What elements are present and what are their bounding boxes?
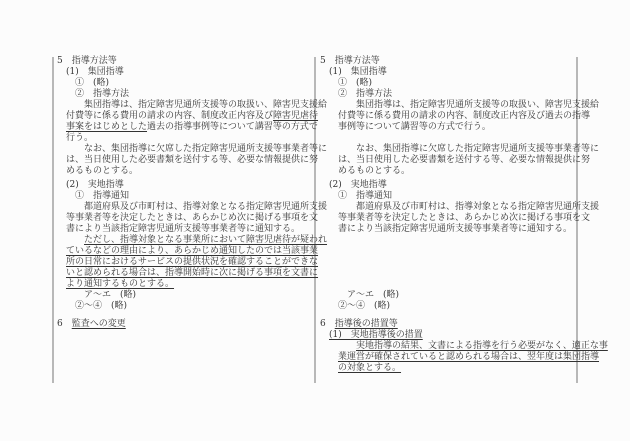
text-line (57, 268, 319, 279)
text-line (57, 213, 319, 224)
text-segment: ② 指導方法 (338, 89, 393, 99)
text-segment: 過去の指導事例等について講習等の方式で (147, 122, 318, 132)
text-segment: 集団指導は、指定障害児通所支援等の取扱い、障害児支援給 (84, 100, 328, 110)
text-line (320, 202, 600, 213)
text-segment: 事例等について講習等の方式で行う。 (338, 122, 491, 132)
text-line (57, 319, 307, 330)
text-line (57, 180, 307, 191)
paragraph-spacer (57, 312, 307, 319)
text-line (320, 78, 576, 89)
underlined-revision-text: ただし、指導対象となる事業所において障害児虐待が疑われ (84, 235, 328, 245)
text-line (320, 330, 576, 341)
text-segment: めるものとする。 (338, 166, 411, 176)
text-segment: ②〜④ (略) (75, 301, 128, 311)
text-line (320, 191, 576, 202)
underlined-revision-text: より通知するものとする。 (66, 279, 175, 289)
text-line (320, 224, 576, 235)
underlined-revision-text: 監査への変更 (71, 319, 126, 329)
text-segment: は、当日使用した必要書類を送付する等、必要な情報提供に努 (338, 155, 591, 165)
text-segment: 書により当該指定障害児通所支援等事業者等に通知する。 (66, 224, 301, 234)
text-line (57, 144, 328, 155)
paragraph-spacer (320, 312, 576, 319)
text-segment: ア〜エ (略) (84, 290, 137, 300)
text-line (57, 67, 307, 78)
text-line (57, 301, 307, 312)
text-segment: なお、集団指導に欠席した指定障害児通所支援等事業者等に (84, 144, 328, 154)
underlined-revision-text: ているなどの理由により、あらかじめ通知したのでは当該事業 (66, 246, 319, 256)
text-line (320, 67, 576, 78)
text-line (57, 122, 318, 133)
text-line (57, 191, 307, 202)
text-segment: 書により当該指定障害児通所支援等事業者等に通知する。 (338, 224, 573, 234)
text-segment: ②〜④ (略) (338, 301, 391, 311)
text-line (57, 290, 307, 301)
text-segment: (2) 実地指導 (329, 180, 387, 190)
revised-text-column (57, 56, 328, 330)
text-line (57, 224, 307, 235)
underlined-revision-text: (1) 実地指導後の措置 (329, 330, 423, 340)
text-line (320, 180, 576, 191)
text-segment: 5 指導方法等 (57, 56, 117, 66)
text-segment: ① (略) (338, 78, 373, 88)
underlined-revision-text: 業運営が確保されていると認められる場合は、翌年度は集団指導 (338, 352, 600, 362)
text-line (320, 155, 591, 166)
text-segment: ① 指導通知 (338, 191, 393, 201)
text-segment: 5 指導方法等 (320, 56, 380, 66)
text-segment: 付費等に係る費用の請求の内容、制度改正内容及び過去の指導 (338, 111, 591, 121)
text-line (320, 213, 591, 224)
text-line (320, 56, 576, 67)
text-line (57, 111, 319, 122)
text-line (320, 352, 600, 363)
text-line (320, 363, 576, 374)
text-segment: めるものとする。 (66, 166, 139, 176)
text-segment: 都道府県及び市町村は、指導対象となる指定障害児通所支援 (356, 202, 600, 212)
text-line (57, 100, 328, 111)
text-segment: ① (略) (75, 78, 110, 88)
text-line (57, 279, 307, 290)
text-segment: 都道府県及び市町村は、指導対象となる指定障害児通所支援 (84, 202, 328, 212)
text-line (320, 290, 576, 301)
text-line (57, 246, 319, 257)
text-line (320, 341, 608, 352)
text-segment: 等事業者等を決定したときは、あらかじめ次に掲げる事項を文 (66, 213, 319, 223)
underlined-revision-text: 指導後の措置等 (334, 319, 398, 329)
text-segment: ② 指導方法 (75, 89, 130, 99)
text-line (320, 89, 576, 100)
underlined-revision-text: いと認められる場合は、指導開始時に次に掲げる事項を文書に (66, 268, 319, 278)
underlined-revision-text: 実地指導の結果、文書による指導を行う必要がなく、適正な事 (356, 341, 608, 351)
underlined-revision-text: 事案をはじめとした (66, 122, 148, 132)
text-line (320, 319, 576, 330)
text-line (57, 78, 307, 89)
paragraph-spacer (320, 133, 576, 144)
text-line (57, 89, 307, 100)
text-segment: ア〜エ (略) (347, 290, 400, 300)
current-text-column (320, 56, 608, 374)
text-line (320, 144, 600, 155)
text-line (320, 122, 576, 133)
text-line (57, 235, 328, 246)
text-segment: 等事業者等を決定したときは、あらかじめ次に掲げる事項を文 (338, 213, 591, 223)
text-line (57, 133, 307, 144)
text-line (57, 202, 328, 213)
text-segment: 集団指導は、指定障害児通所支援等の取扱い、障害児支援給 (356, 100, 600, 110)
text-segment: 6 (57, 319, 72, 329)
text-segment: 6 (320, 319, 335, 329)
underlined-revision-text: 所の日常におけるサービスの提供状況を確認することができな (66, 257, 319, 267)
paragraph-spacer (320, 235, 576, 290)
left-column-border (52, 57, 54, 383)
text-line (57, 257, 319, 268)
text-segment: (1) 集団指導 (329, 67, 387, 77)
text-segment: ① 指導通知 (75, 191, 130, 201)
underlined-revision-text: の対象とする。 (338, 363, 402, 373)
text-line (57, 56, 307, 67)
text-line (320, 301, 576, 312)
text-line (320, 166, 576, 177)
text-segment: は、当日使用した必要書類を送付する等、必要な情報提供に努 (66, 155, 319, 165)
text-segment: なお、集団指導に欠席した指定障害児通所支援等事業者等に (356, 144, 600, 154)
text-line (320, 100, 600, 111)
text-segment: (2) 実地指導 (66, 180, 124, 190)
text-segment: 行う。 (66, 133, 94, 143)
text-line (57, 155, 319, 166)
text-segment: 付費等に係る費用の請求の内容、制度改正内容及び (66, 111, 274, 121)
text-line (57, 166, 307, 177)
text-line (320, 111, 591, 122)
text-segment: (1) 集団指導 (66, 67, 124, 77)
underlined-revision-text: 障害児虐待 (273, 111, 319, 121)
